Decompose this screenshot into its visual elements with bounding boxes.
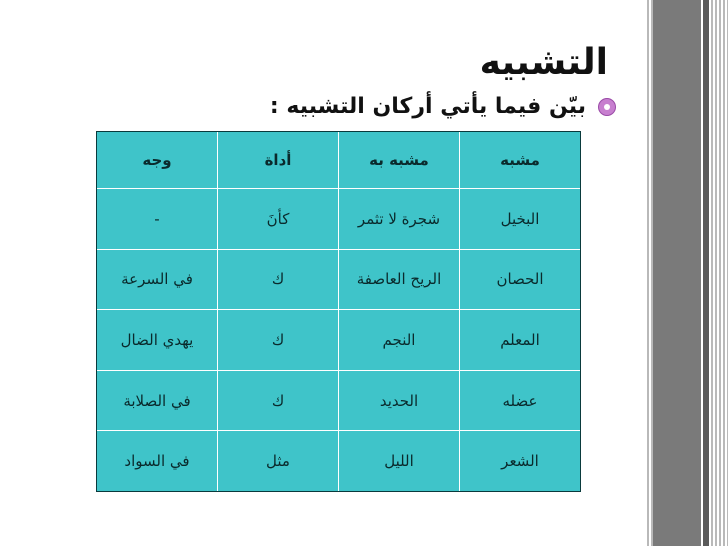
decorative-stripes [647,0,728,546]
table-cell: يهدي الضال [97,310,218,371]
table-row [97,310,581,371]
table-cell: كأنَ [218,189,339,250]
header-cell: أداة [218,132,339,189]
table-cell: ك [218,310,339,371]
table-row [97,249,581,310]
stripe-block [653,0,701,546]
table-cell: ك [218,370,339,431]
table-cell: المعلم [460,310,581,371]
table-header-row [97,132,581,189]
slide-title: التشبيه [479,42,608,83]
table-cell: شجرة لا تثمر [339,189,460,250]
simile-table [96,131,581,492]
instruction-text: بيّن فيما يأتي أركان التشبيه : [269,94,586,119]
table-cell: - [97,189,218,250]
table-row [97,370,581,431]
table-row [97,431,581,492]
header-cell: وجه [97,132,218,189]
table-cell: البخيل [460,189,581,250]
table-cell: ك [218,249,339,310]
table-cell: في السواد [97,431,218,492]
header-cell: مشبه به [339,132,460,189]
table-cell: النجم [339,310,460,371]
header-cell: مشبه [460,132,581,189]
stripe-block-dark [703,0,709,546]
table-cell: مثل [218,431,339,492]
bullet-icon [598,98,616,116]
table-cell: الحصان [460,249,581,310]
table-cell: الليل [339,431,460,492]
table-cell: الشعر [460,431,581,492]
table-row [97,189,581,250]
table-cell: الريح العاصفة [339,249,460,310]
table-cell: عضله [460,370,581,431]
table-cell: في السرعة [97,249,218,310]
table-cell: الحديد [339,370,460,431]
instruction-bullet [270,94,616,119]
table-cell: في الصلابة [97,370,218,431]
